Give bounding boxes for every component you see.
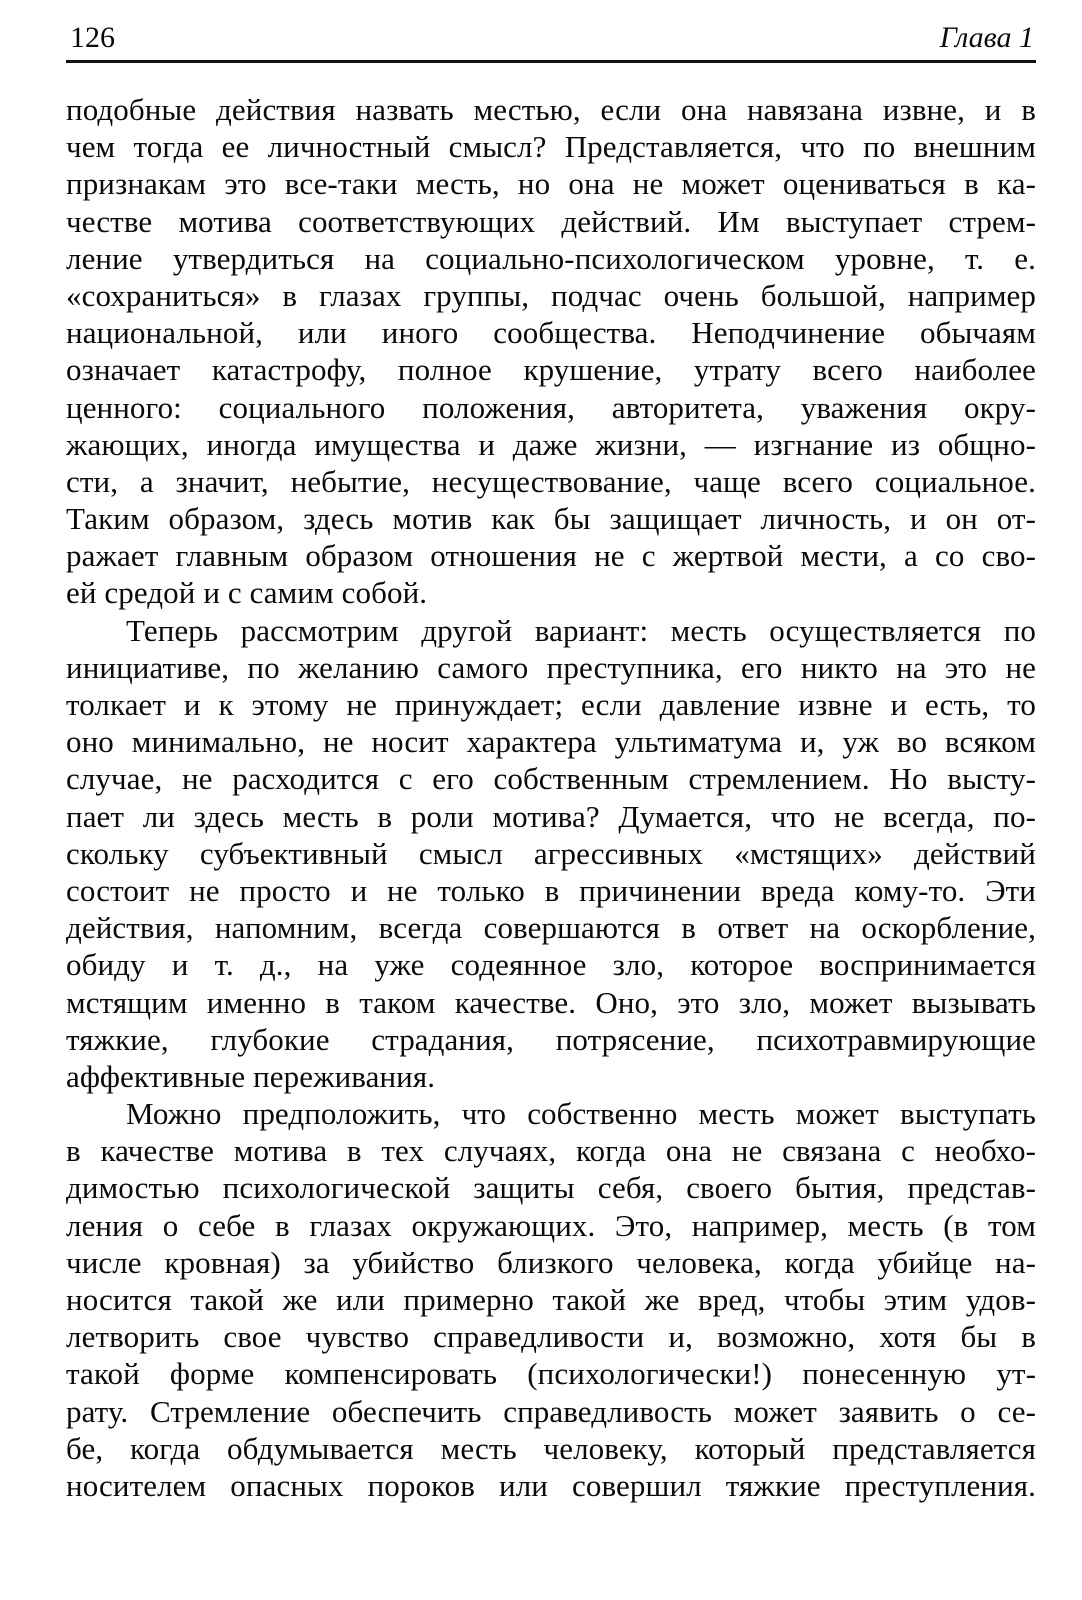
chapter-title: Глава 1 [939,21,1034,54]
body-text [66,91,1036,1504]
running-header [66,18,1036,63]
text-line: национальной, или иного сообщества. Неподчинение обычаям [66,315,1036,351]
text-line: тяжкие, глубокие страдания, потрясение, психотравмирующие [66,1021,1036,1057]
text-line: такой форме компенсировать (психологически!) понесенную ут- [66,1356,1036,1392]
text-line: Можно предположить, что собственно месть может выступать [126,1096,1036,1132]
text-line: мстящим именно в таком качестве. Оно, это зло, может вызывать [66,984,1036,1020]
text-line: жающих, иногда имущества и даже жизни, — изгнание из общно- [66,426,1036,462]
text-line: чем тогда ее личностный смысл? Представляется, что по внешним [66,129,1036,165]
text-line: димостью психологической защиты себя, своего бытия, представ- [66,1170,1036,1206]
text-line: толкает и к этому не принуждает; если давление извне и есть, то [66,687,1036,722]
text-line: действия, напомним, всегда совершаются в ответ на оскорбление, [66,910,1036,946]
paragraph-3 [66,1095,1036,1504]
page-number: 126 [70,21,115,54]
text-line: означает катастрофу, полное крушение, утрату всего наиболее [66,352,1036,388]
text-line: числе кровная) за убийство близкого человека, когда убийце на- [66,1244,1036,1280]
text-line: Теперь рассмотрим другой вариант: месть осуществляется по [126,612,1036,648]
text-line: летворить свое чувство справедливости и, возможно, хотя бы в [66,1319,1036,1355]
paragraph-2 [66,612,1036,1095]
text-line: бе, когда обдумывается месть человеку, который представляется [66,1430,1036,1466]
book-page [66,18,1036,1504]
text-line: сти, а значит, небытие, несуществование, чаще всего социальное. [66,463,1036,499]
text-line: в качестве мотива в тех случаях, когда она не связана с необхо- [66,1133,1036,1169]
text-line: носителем опасных пороков или совершил тяжкие преступления. [66,1467,1036,1503]
text-line: пает ли здесь месть в роли мотива? Думается, что не всегда, по- [66,798,1036,834]
text-line: носится такой же или примерно такой же вред, чтобы этим удов- [66,1282,1036,1317]
text-line: случае, не расходится с его собственным стремлением. Но высту- [66,761,1036,797]
text-line: признакам это все-таки месть, но она не может оцениваться в ка- [66,166,1036,202]
paragraph-1 [66,91,1036,612]
text-line: рату. Стремление обеспечить справедливость может заявить о се- [66,1393,1036,1429]
text-line: «сохраниться» в глазах группы, подчас очень большой, например [66,277,1036,313]
text-line: аффективные переживания. [66,1058,436,1094]
text-line: скольку субъективный смысл агрессивных «мстящих» действий [66,835,1036,871]
text-line: ление утвердиться на социально-психологическом уровне, т. е. [66,240,1036,276]
text-line: ражает главным образом отношения не с жертвой мести, а со сво- [66,538,1036,574]
text-line: обиду и т. д., на уже содеянное зло, которое воспринимается [66,947,1036,983]
text-line: ления о себе в глазах окружающих. Это, например, месть (в том [66,1207,1036,1243]
text-line: инициативе, по желанию самого преступника, его никто на это не [66,649,1036,685]
text-line: состоит не просто и не только в причинении вреда кому-то. Эти [66,872,1036,908]
text-line: ей средой и с самим собой. [66,575,428,611]
text-line: подобные действия назвать местью, если она навязана извне, и в [66,92,1036,127]
text-line: оно минимально, не носит характера ультиматума и, уж во всяком [66,724,1036,760]
text-line: Таким образом, здесь мотив как бы защищает личность, и он от- [66,501,1036,537]
text-line: честве мотива соответствующих действий. Им выступает стрем- [66,203,1036,239]
text-line: ценного: социального положения, авторитета, уважения окру- [66,389,1036,425]
